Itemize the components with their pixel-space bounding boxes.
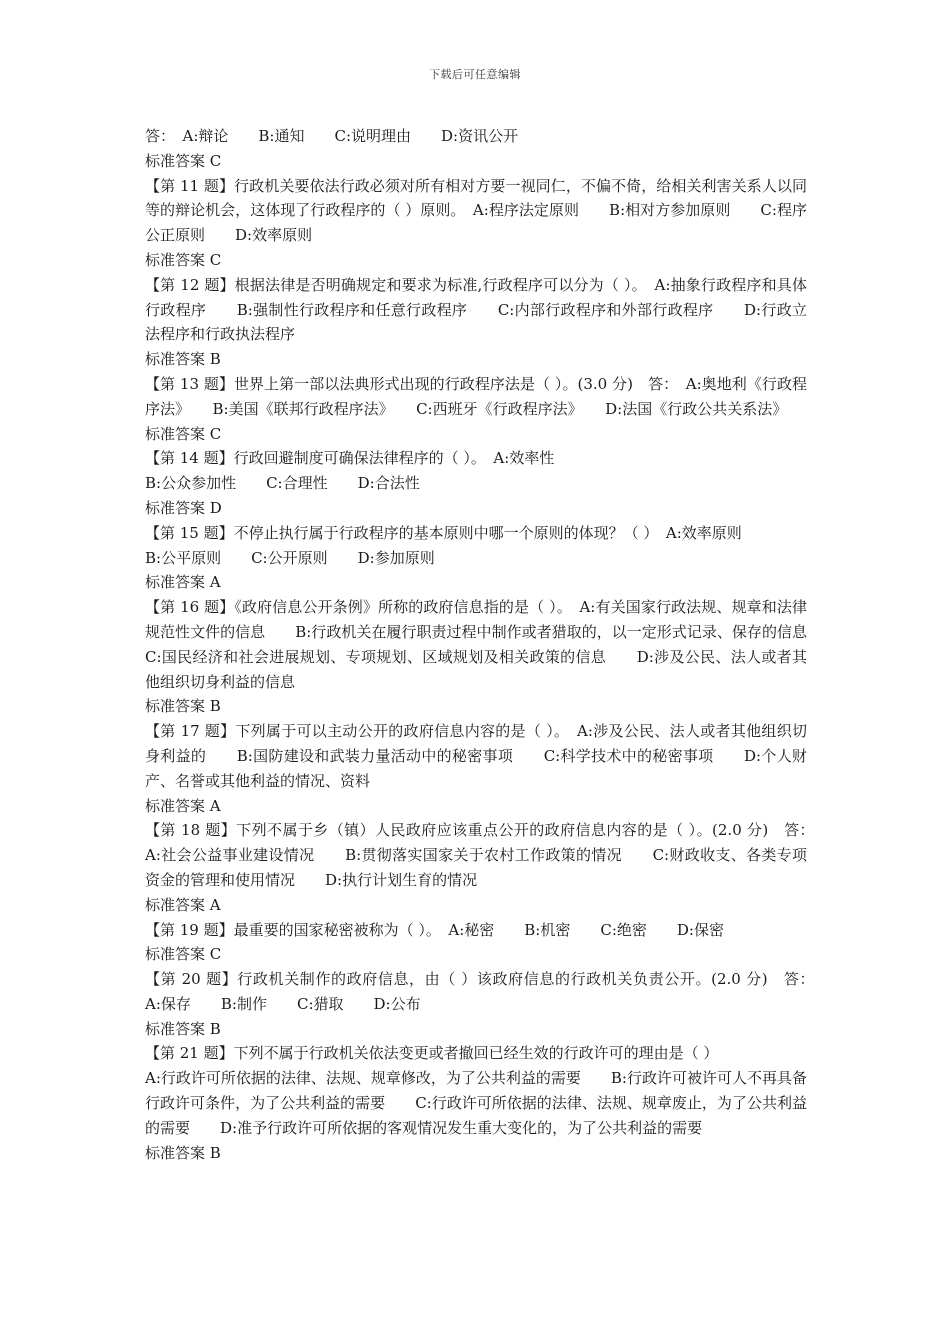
question-text: 【第 21 题】下列不属于行政机关依法变更或者撤回已经生效的行政许可的理由是（ ） xyxy=(145,1044,719,1063)
question-text: 【第 20 题】行政机关制作的政府信息，由（ ）该政府信息的行政机关负责公开。(2.0 分) 答： A:保存 B:制作 C:猎取 D:公布 xyxy=(145,970,823,1013)
question-options: B:公众参加性 C:合理性 D:合法性 xyxy=(145,474,420,493)
question-block xyxy=(145,273,807,372)
answer-text: 标准答案 C xyxy=(145,424,222,443)
question-text: 【第 16 题】《政府信息公开条例》所称的政府信息指的是（ ）。 A:有关国家行政法规、规章和法律规范性文件的信息 B:行政机关在履行职责过程中制作或者猎取的，以一定形式记录、保存的信息 C:国民经济和社会进展规划、专项规划、区域规划及相关政策的信息 D:涉及公民、法人或者其他组织切身利益的信息 xyxy=(145,598,838,691)
question-options: B:公平原则 C:公开原则 D:参加原则 xyxy=(145,548,435,567)
answer-text: 标准答案 C xyxy=(145,151,222,170)
question-block xyxy=(145,446,807,520)
answer-text: 标准答案 C xyxy=(145,250,222,269)
answer-text: 标准答案 A xyxy=(145,895,221,914)
answer-text: 标准答案 A xyxy=(145,573,221,592)
answer-text: 标准答案 B xyxy=(145,1143,221,1162)
answer-text: 标准答案 D xyxy=(145,498,222,517)
question-block xyxy=(145,521,807,595)
answer-text: 标准答案 B xyxy=(145,350,221,369)
question-block xyxy=(145,719,807,818)
question-text: 【第 18 题】下列不属于乡（镇）人民政府应该重点公开的政府信息内容的是（ ）。(2.0 分) 答： A:社会公益事业建设情况 B:贯彻落实国家关于农村工作政策的情况 C:财政收支、各类专项资金的管理和使用情况 D:执行计划生育的情况 xyxy=(145,821,823,889)
question-block xyxy=(145,595,838,719)
answer-text: 标准答案 C xyxy=(145,945,222,964)
answer-text: 标准答案 A xyxy=(145,796,221,815)
question-block xyxy=(145,124,807,174)
question-options: A:行政许可所依据的法律、法规、规章修改，为了公共利益的需要 B:行政许可被许可人不再具备行政许可条件，为了公共利益的需要 C:行政许可所依据的法律、法规、规章废止，为了公共利益的需要 D:准予行政许可所依据的客观情况发生重大变化的，为了公共利益的需要 xyxy=(145,1069,807,1137)
question-block xyxy=(145,818,823,917)
document-body xyxy=(145,124,838,1165)
question-block xyxy=(145,1041,807,1165)
question-block xyxy=(145,372,807,446)
question-text: 【第 11 题】行政机关要依法行政必须对所有相对方要一视同仁，不偏不倚，给相关利害关系人以同等的辩论机会，这体现了行政程序的（ ）原则。 A:程序法定原则 B:相对方参加原则 C:程序公正原则 D:效率原则 xyxy=(145,176,807,245)
question-text: 【第 13 题】世界上第一部以法典形式出现的行政程序法是（ ）。(3.0 分) 答： A:奥地利《行政程序法》 B:美国《联邦行政程序法》 C:西班牙《行政程序法》 D:法国《行政公共关系法》 xyxy=(145,374,807,418)
question-text: 答： A:辩论 B:通知 C:说明理由 D:资讯公开 xyxy=(145,127,519,145)
page-header: 下载后可任意编辑 xyxy=(429,68,521,81)
question-block xyxy=(145,918,807,968)
question-text: 【第 19 题】最重要的国家秘密被称为（ ）。 A:秘密 B:机密 C:绝密 D:保密 xyxy=(145,920,724,939)
question-block xyxy=(145,967,823,1041)
question-text: 【第 14 题】行政回避制度可确保法律程序的（ ）。 A:效率性 xyxy=(145,449,555,468)
answer-text: 标准答案 B xyxy=(145,697,221,716)
answer-text: 标准答案 B xyxy=(145,1019,221,1038)
question-block xyxy=(145,174,807,273)
question-text: 【第 17 题】下列属于可以主动公开的政府信息内容的是（ ）。 A:涉及公民、法人或者其他组织切身利益的 B:国防建设和武装力量活动中的秘密事项 C:科学技术中的秘密事项 D:个人财产、名誉或其他利益的情况、资料 xyxy=(145,722,807,790)
question-text: 【第 12 题】根据法律是否明确规定和要求为标准,行政程序可以分为（ ）。 A:抽象行政程序和具体行政程序 B:强制性行政程序和任意行政程序 C:内部行政程序和外部行政程序 D:行政立法程序和行政执法程序 xyxy=(145,275,807,344)
question-text: 【第 15 题】不停止执行属于行政程序的基本原则中哪一个原则的体现？（ ） A:效率原则 xyxy=(145,523,742,542)
